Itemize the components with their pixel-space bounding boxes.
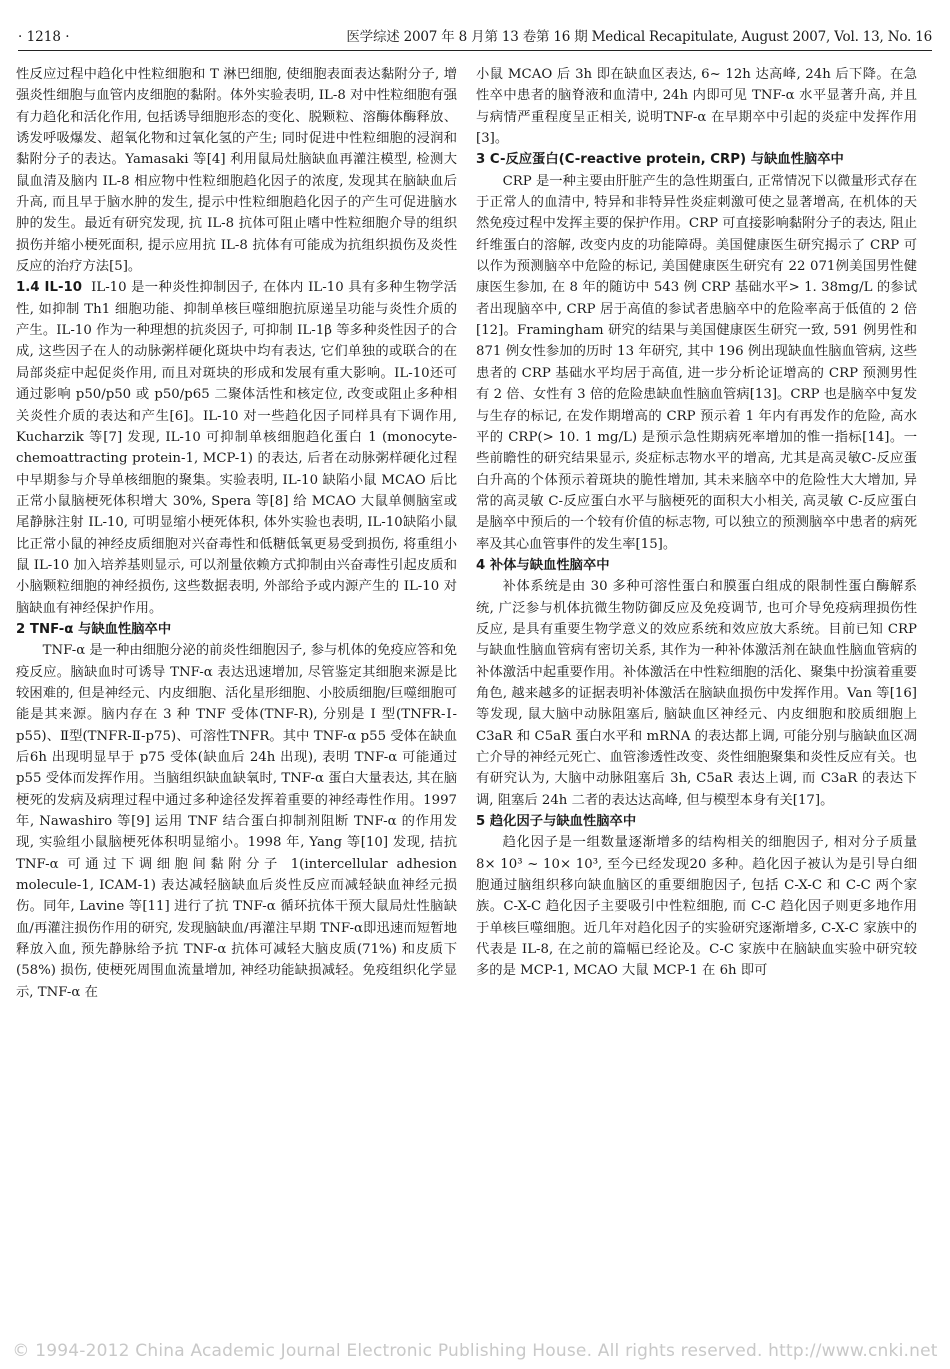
section-2-paragraph: TNF-α 是一种由细胞分泌的前炎性细胞因子, 参与机体的免疫应答和免疫反应。脑缺血时可诱导 TNF-α 表达迅速增加, 尽管鉴定其细胞来源是比较困难的, 但是神经元、内皮细胞、活化星形细胞、小胶质细胞/巨噬细胞可能是其来源。脑内存在 3 种 TNF 受体(TNF-R), 分别是 Ⅰ 型(TNFR-Ⅰ-p55)、Ⅱ型(TNFR-Ⅱ-p75)、可溶性TNFR。其中 TNF-α p55 受体在缺血后6h 出现明显早于 p75 受体(缺血后 24h 出现), 表明 TNF-α 可能通过 p55 受体而发挥作用。当脑组织缺血缺氧时, TNF-α 蛋白大量表达, 其在脑梗死的发病及病理过程中通过多种途径发挥着重要的神经毒性作用。1997 年, Nawashiro 等[9] 运用 TNF 结合蛋白抑制剂阻断 TNF-α 的作用发现, 实验组小鼠脑梗死体积明显缩小。1998 年, Yang 等[10] 发现, 拮抗 TNF-α 可通过下调细胞间黏附分子 1(intercellular adhesion molecule-1, ICAM-1) 表达减轻脑缺血后炎性反应而减轻缺血神经元损伤。同年, Lavine 等[11] 进行了抗 TNF-α 循环抗体干预大鼠局灶性脑缺血/再灌注损伤作用的研究, 发现脑缺血/再灌注早期 TNF-α即迅速而短暂地释放入血, 预先静脉给予抗 TNF-α 抗体可减轻大脑皮质(71%) 和皮质下(58%) 损伤, 使梗死周围血流量增加, 神经功能缺损减轻。免疫组织化学显示, TNF-α 在	[16, 643, 457, 1000]
page-header	[18, 26, 932, 51]
section-2-heading: 2 TNF-α 与缺血性脑卒中	[16, 621, 172, 637]
section-3-paragraph: CRP 是一种主要由肝脏产生的急性期蛋白, 正常情况下以微量形式存在于正常人的血清中, 特异和非特异性炎症刺激可使之显著增高, 在机体的天然免疫过程中发挥主要的保护作用。CRP 可直接影响黏附分子的表达, 阻止纤维蛋白的溶解, 改变内皮的功能障碍。美国健康医生研究揭示了 CRP 可以作为预测脑卒中危险的标记, 美国健康医生研究有 22 071例美国男性健康医生参加, 在 8 年的随访中 543 例 CRP 基础水平> 1. 38mg/L 的参试者出现脑卒中, CRP 居于高值的参试者患脑卒中的危险率高于低值的 2 倍[12]。Framingham 研究的结果与美国健康医生研究一致, 591 例男性和 871 例女性参加的历时 13 年研究, 其中 196 例出现缺血性脑血管病, 这些患者的 CRP 基础水平均居于高值, 进一步分析论证增高的 CRP 预测男性有 2 倍、女性有 3 倍的危险患缺血性脑血管病[13]。CRP 也是脑卒中复发与生存的标记, 在发作期增高的 CRP 预示着 1 年内有再发作的危险, 高水平的 CRP(> 10. 1 mg/L) 是预示急性期病死率增加的惟一指标[14]。一些前瞻性的研究结果显示, 炎症标志物水平的增高, 尤其是高灵敏C-反应蛋白升高的个体预示着斑块的脆性增加, 其未来脑卒中的危险性大大增加, 异常的高灵敏 C-反应蛋白水平与脑梗死的面积大小相关, 高灵敏 C-反应蛋白是脑卒中预后的一个较有价值的标志物, 可以独立的预测脑卒中患者的病死率及其心血管事件的发生率[15]。	[476, 173, 917, 552]
section-5-paragraph: 趋化因子是一组数量逐渐增多的结构相关的细胞因子, 相对分子质量 8× 10³ ~ 10× 10³, 至今已经发现20 多种。趋化因子被认为是引导白细胞通过脑组织移向缺血脑区的重要细胞因子, 包括 C-X-C 和 C-C 两个家族。C-X-C 趋化因子主要吸引中性粒细胞, 而 C-C 趋化因子则更多地作用于单核巨噬细胞。近几年对趋化因子的实验研究逐渐增多, C-X-C 家族中的代表是 IL-8, 在之前的篇幅已经论及。C-C 家族中在脑缺血实验中研究较多的是 MCP-1, MCAO 大鼠 MCP-1 在 6h 即可	[476, 835, 917, 979]
right-column	[476, 64, 917, 982]
section-4-heading: 4 补体与缺血性脑卒中	[476, 557, 610, 573]
section-3-heading: 3 C-反应蛋白(C-reactive protein, CRP) 与缺血性脑卒中	[476, 152, 844, 168]
page-number: · 1218 ·	[18, 29, 70, 45]
paragraph-tnf-continued: 小鼠 MCAO 后 3h 即在缺血区表达, 6~ 12h 达高峰, 24h 后下降。在急性卒中患者的脑脊液和血清中, 24h 内即可见 TNF-α 水平显著升高, 并且与病情严重程度呈正相关, 说明TNF-α 在早期卒中引起的炎症中发挥作用[3]。	[476, 67, 917, 147]
section-4-paragraph: 补体系统是由 30 多种可溶性蛋白和膜蛋白组成的限制性蛋白酶解系统, 广泛参与机体抗微生物防御反应及免疫调节, 也可介导免疫病理损伤性反应, 是具有重要生物学意义的效应系统和效应放大系统。目前已知 CRP 与缺血性脑血管病有密切关系, 其作为一种补体激活剂在缺血性脑血管病的补体激活中起重要作用。补体激活在中性粒细胞的活化、聚集中扮演着重要角色, 越来越多的证据表明补体激活在脑缺血损伤中发挥作用。Van 等[16] 等发现, 鼠大脑中动脉阻塞后, 脑缺血区神经元、内皮细胞和胶质细胞上 C3aR 和 C5aR 蛋白水平和 mRNA 的表达都上调, 可能分别与脑缺血区凋亡介导的神经元死亡、血管渗透性改变、炎性细胞聚集和炎性反应有关。也有研究认为, 大脑中动脉阻塞后 3h, C5aR 表达上调, 而 C3aR 的表达下调, 阻塞后 24h 二者的表达达高峰, 但与模型本身有关[17]。	[476, 579, 917, 808]
journal-info: 医学综述 2007 年 8 月第 13 卷第 16 期 Medical Recapitulate, August 2007, Vol. 13, No. 16	[346, 29, 932, 45]
section-5-heading: 5 趋化因子与缺血性脑卒中	[476, 814, 637, 830]
section-1-4-text: IL-10 是一种炎性抑制因子, 在体内 IL-10 具有多种生物学活性, 如抑制 Th1 细胞功能、抑制单核巨噬细胞抗原递呈功能与炎性介质的产生。IL-10 作为一种理想的抗炎因子, 可抑制 IL-1β 等多种炎性因子的合成, 这些因子在人的动脉粥样硬化斑块中均有表达, 它们单独的或联合的在局部炎症中起促炎作用, 而且对斑块的形成和发展有重大影响。IL-10还可通过影响 p50/p50 或 p50/p65 二聚体活性和核定位, 改变或阻止多种相关炎性介质的表达和产生[6]。IL-10 对一些趋化因子同样具有下调作用, Kucharzik 等[7] 发现, IL-10 可抑制单核细胞趋化蛋白 1 (monocyte-chemoattracting protein-1, MCP-1) 的表达, 后者在动脉粥样硬化过程中早期参与介导单核细胞的聚集。实验表明, IL-10 缺陷小鼠 MCAO 后比正常小鼠脑梗死体积增大 30%, Spera 等[8] 给 MCAO 大鼠单侧脑室或尾静脉注射 IL-10, 可明显缩小梗死体积, 体外实验也表明, IL-10缺陷小鼠比正常小鼠的神经皮质细胞对兴奋毒性和低糖低氧更易受到损伤, 将重组小鼠 IL-10 加入培养基则显示, 可以剂量依赖方式抑制由兴奋毒性引起皮质和小脑颗粒细胞的神经损伤, 这些数据表明, 外部给予或内源产生的 IL-10 对脑缺血有神经保护作用。	[16, 280, 457, 616]
copyright-footer: © 1994-2012 China Academic Journal Electronic Publishing House. All rights reserved. http://www.cnki.net	[12, 1341, 938, 1361]
section-1-4-heading: 1.4 IL-10	[16, 280, 82, 296]
left-column	[16, 64, 457, 1003]
paragraph-il8-continued: 性反应过程中趋化中性粒细胞和 T 淋巴细胞, 使细胞表面表达黏附分子, 增强炎性细胞与血管内皮细胞的黏附。体外实验表明, IL-8 对中性粒细胞有强有力趋化和活化作用, 包括诱导细胞形态的变化、脱颗粒、溶酶体酶释放、诱发呼吸爆发、超氧化物和过氧化氢的产生; 同时促进中性粒细胞的浸润和黏附分子的表达。Yamasaki 等[4] 利用鼠局灶脑缺血再灌注模型, 检测大鼠血清及脑内 IL-8 相应物中性粒细胞趋化因子的浓度, 发现其在脑缺血后升高, 而且早于脑水肿的发生, 提示中性粒细胞趋化因子的产生可促进脑水肿的发生。最近有研究发现, 抗 IL-8 抗体可阻止嗜中性粒细胞介导的组织损伤并缩小梗死面积, 提示应用抗 IL-8 抗体有可能成为抗组织损伤及炎性反应的治疗方法[5]。	[16, 67, 457, 275]
